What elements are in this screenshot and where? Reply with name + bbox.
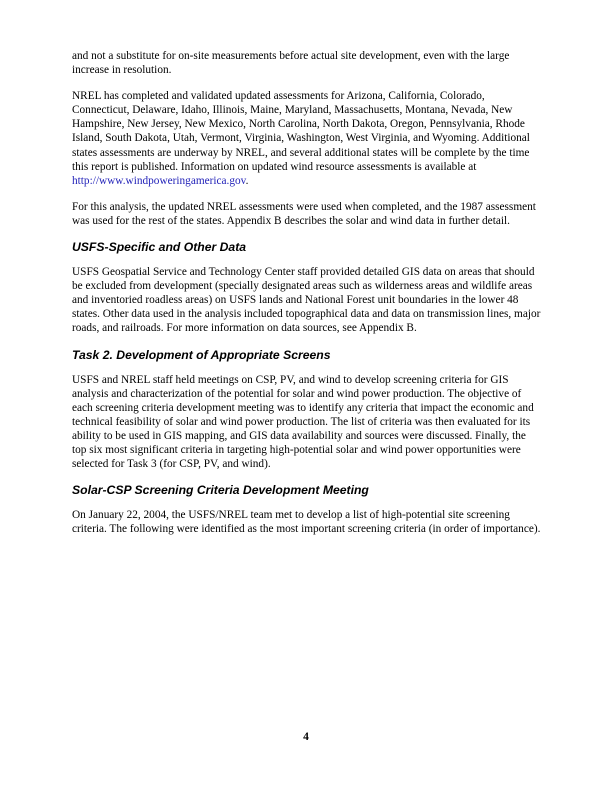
paragraph-nrel-assessments-end: . <box>245 174 249 187</box>
paragraph-analysis-note: For this analysis, the updated NREL assessments were used when completed, and the 1987 assessment was used for the rest of the states. Appendix B describes the solar and wind data in further detail. <box>72 200 536 227</box>
heading-task-2: Task 2. Development of Appropriate Screens <box>72 347 331 362</box>
paragraph-resolution-note: and not a substitute for on-site measurements before actual site development, even with the large increase in resolution. <box>72 50 510 77</box>
paragraph-csp-meeting: On January 22, 2004, the USFS/NREL team met to develop a list of high-potential site screening criteria. The following were identified as the most important screening criteria (in order of importance). <box>72 509 541 536</box>
paragraph-nrel-assessments-text: NREL has completed and validated updated assessments for Arizona, California, Colorado, Connecticut, Delaware, Idaho, Illinois, Maine, Maryland, Massachusetts, Montana, Nevada, New Hampshire, New Jersey, New Mexico, North Carolina, North Dakota, Oregon, Pennsylvania, Rhode Island, South Dakota, Utah, Vermont, Virginia, Washington, West Virginia, and Wyoming. Additional states assessments are underway by NREL, and several additional states will be complete by the time this report is published. Information on updated wind resource assessments is available at <box>72 90 530 173</box>
paragraph-usfs-gis-data: USFS Geospatial Service and Technology Center staff provided detailed GIS data on areas that should be excluded from development (specially designated areas such as wilderness areas and wildlife areas and inventoried roadless areas) on USFS lands and National Forest unit boundaries in the lower 48 states. Other data used in the analysis included topographical data and data on transmission lines, major roads, and railroads. For more information on data sources, see Appendix B. <box>72 266 541 335</box>
paragraph-screening-meetings: USFS and NREL staff held meetings on CSP, PV, and wind to develop screening criteria for GIS analysis and characterization of the potential for solar and wind power production. The objective of each screening criteria development meeting was to identify any criteria that impact the economic and technical feasibility of solar and wind power production. The list of criteria was then evaluated for its ability to be used in GIS mapping, and GIS data availability and sources were discussed. Finally, the top six most significant criteria in targeting high-potential solar and wind power opportunities were selected for Task 3 (for CSP, PV, and wind). <box>72 373 534 471</box>
heading-solar-csp-meeting: Solar-CSP Screening Criteria Development Meeting <box>72 483 369 498</box>
paragraph-nrel-assessments <box>72 89 542 188</box>
page-body <box>72 49 542 548</box>
page-number: 4 <box>303 731 309 743</box>
heading-usfs-specific-data: USFS-Specific and Other Data <box>72 240 247 255</box>
windpoweringamerica-link[interactable]: http://www.windpoweringamerica.gov <box>72 174 246 187</box>
